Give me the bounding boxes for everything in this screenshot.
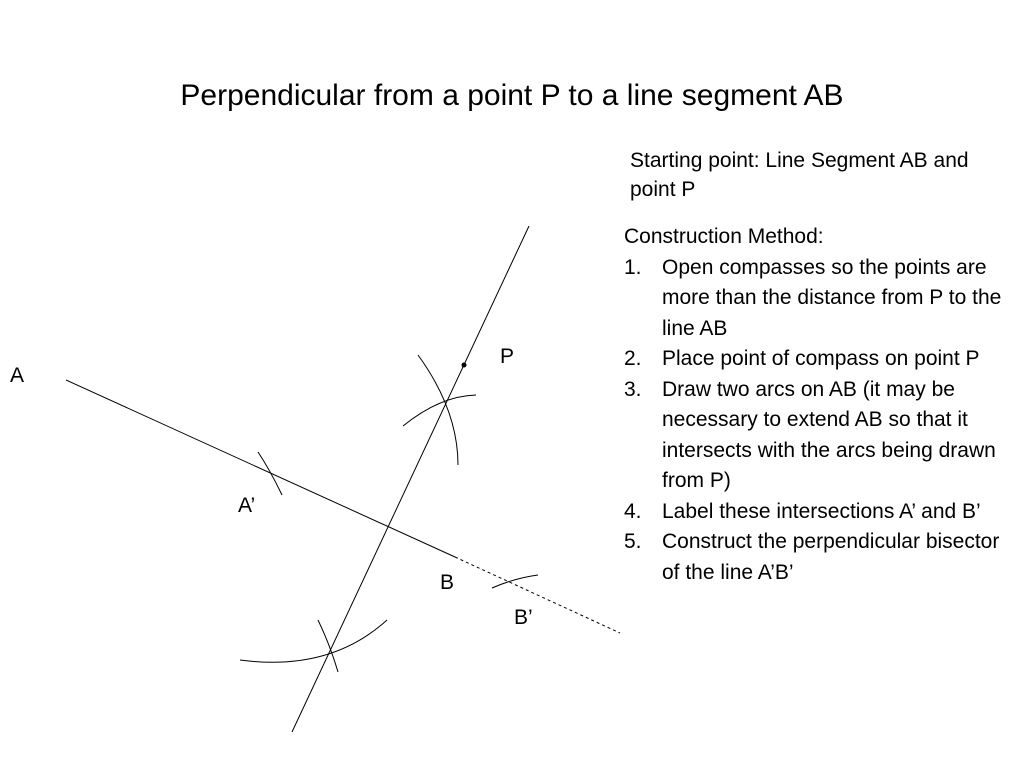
method-step: 1. Open compasses so the points are more than the distance from P to the line AB: [624, 255, 1002, 340]
label-b: B: [440, 571, 455, 594]
arc-upper-right: [418, 355, 458, 465]
construction-method: [624, 222, 1016, 588]
arc-lower-wide: [240, 620, 387, 662]
label-p: P: [500, 345, 515, 368]
arc-upper-left: [403, 395, 476, 426]
page-title: Perpendicular from a point P to a line segment AB: [180, 79, 844, 112]
method-step: 5. Construct the perpendicular bisector of the line A’B’: [624, 530, 1000, 584]
point-p-dot: [462, 363, 467, 368]
perpendicular-line: [292, 226, 529, 732]
method-step: 4. Label these intersections A’ and B’: [624, 499, 981, 523]
label-b-prime: B’: [514, 606, 533, 629]
arc-a-prime: [258, 452, 282, 495]
method-steps: [624, 253, 1016, 589]
label-a-prime: A’: [238, 494, 256, 517]
label-a: A: [10, 364, 25, 387]
arc-lower-short: [318, 620, 338, 672]
method-step: 2. Place point of compass on point P: [624, 347, 980, 370]
method-step: 3. Draw two arcs on AB (it may be necessary to extend AB so that it intersects with the arcs being drawn from P): [624, 377, 996, 492]
segment-ab-extension: [455, 557, 620, 633]
segment-ab: [66, 380, 455, 557]
method-heading: Construction Method:: [624, 225, 824, 248]
starting-point-text: Starting point: Line Segment AB and point P: [630, 149, 969, 201]
